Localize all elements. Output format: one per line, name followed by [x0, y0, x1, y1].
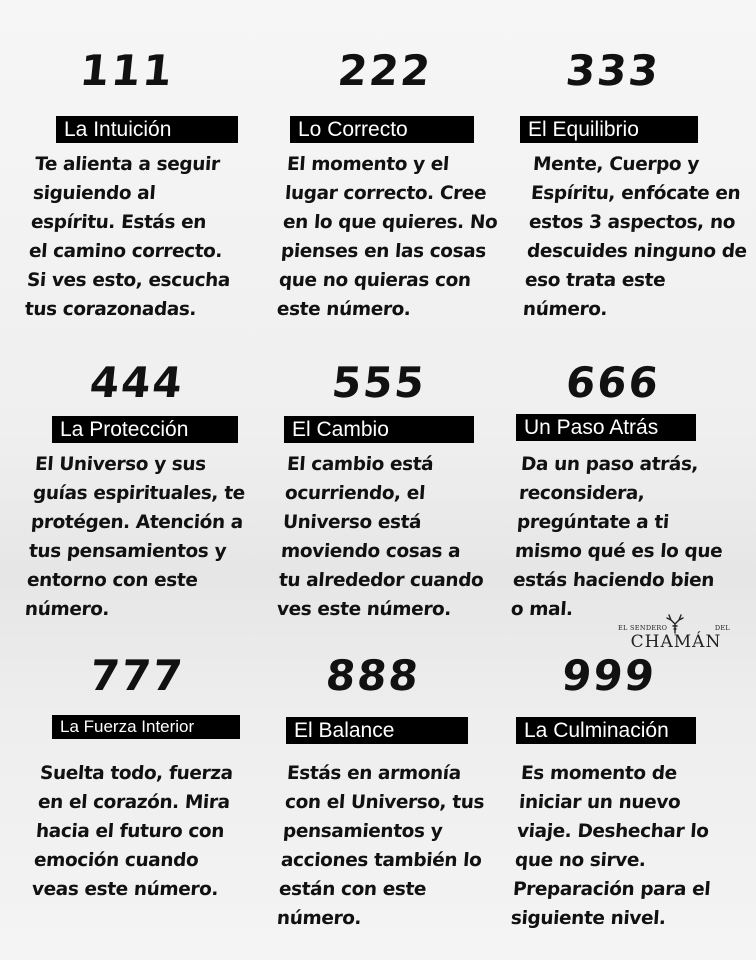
card-title: La Intuición	[56, 116, 238, 143]
card-number: 222	[335, 46, 435, 95]
card-number: 333	[563, 46, 663, 95]
logo-tagline	[618, 624, 730, 632]
card-description: Mente, Cuerpo y Espíritu, enfócate en estos 3 aspectos, no descuides ninguno de eso trata este número.	[522, 154, 748, 320]
card-title: La Protección	[52, 416, 238, 443]
card-number: 999	[559, 651, 659, 700]
card-title: El Cambio	[284, 416, 474, 443]
card-title: Un Paso Atrás	[516, 414, 696, 441]
logo-line1-right: DEL	[714, 624, 730, 632]
card-description: Da un paso atrás, reconsidera, pregúntate a ti mismo qué es lo que estás haciendo bien o mal.	[510, 454, 724, 620]
card-description: Estás en armonía con el Universo, tus pensamientos y acciones también lo están con este número.	[276, 763, 485, 929]
card-description: Es momento de iniciar un nuevo viaje. Deshechar lo que no sirve. Preparación para el siguiente nivel.	[510, 763, 711, 929]
card-title: Lo Correcto	[290, 116, 474, 143]
card-description: Te alienta a seguir siguiendo al espíritu. Estás en el camino correcto. Si ves esto, escucha tus corazonadas.	[24, 154, 231, 320]
card-number: 111	[77, 46, 177, 95]
card-number: 444	[87, 358, 187, 407]
card-description: El Universo y sus guías espirituales, te protégen. Atención a tus pensamientos y entorno con este número.	[24, 454, 246, 620]
brand-logo	[618, 612, 730, 654]
logo-line1-left: EL SENDERO	[618, 624, 668, 632]
card-title: La Fuerza Interior	[52, 715, 240, 739]
card-description: El momento y el lugar correcto. Cree en lo que quieres. No pienses en las cosas que no quieras con este número.	[276, 154, 499, 320]
card-number: 888	[323, 651, 423, 700]
card-number: 555	[329, 358, 429, 407]
card-title: La Culminación	[516, 717, 696, 744]
card-number: 666	[563, 358, 663, 407]
card-number: 777	[87, 651, 187, 700]
card-title: El Equilibrio	[520, 116, 698, 143]
logo-wordmark: CHAMÁN	[630, 632, 722, 652]
card-description: El cambio está ocurriendo, el Universo está moviendo cosas a tu alrededor cuando ves este número.	[276, 454, 485, 620]
card-description: Suelta todo, fuerza en el corazón. Mira hacia el futuro con emoción cuando veas este número.	[31, 763, 234, 900]
card-title: El Balance	[286, 717, 468, 744]
